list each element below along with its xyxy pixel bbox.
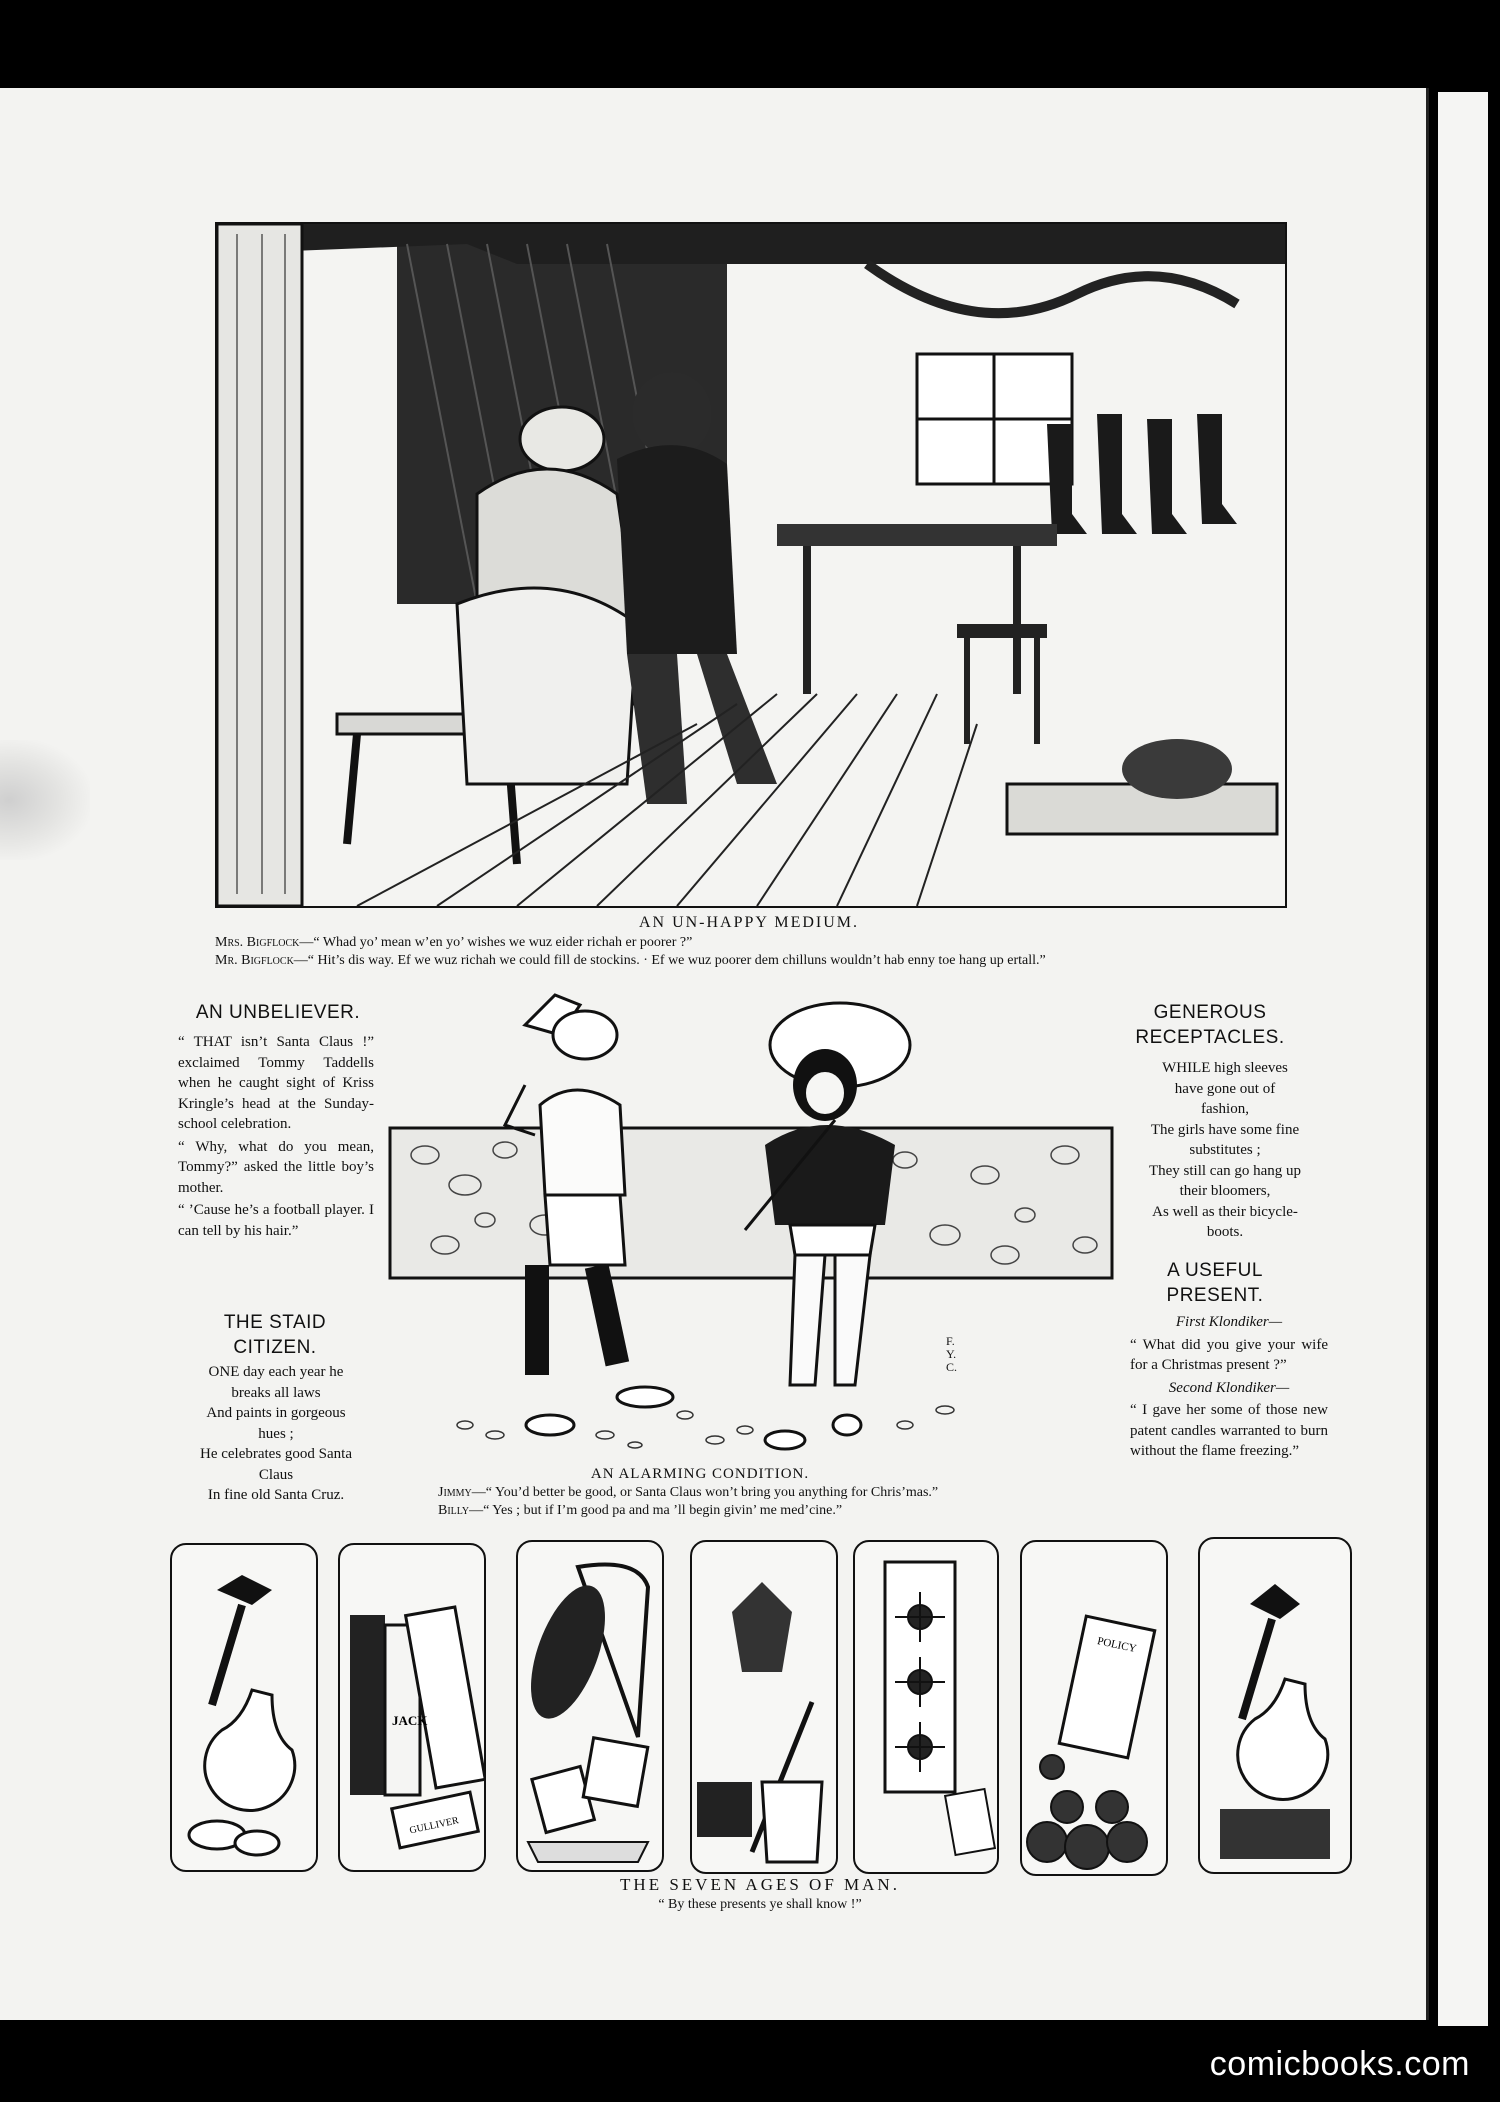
age-panel-2 — [338, 1543, 486, 1872]
dialogue-line: —“ Hit’s dis way. Ef we wuz richah we could fill de stockins. · Ef we wuz poorer dem chilluns wouldn’t hab enny toe hang up ertall.” — [293, 953, 1046, 968]
book-label: JACK — [392, 1713, 428, 1728]
top-cartoon-dialogue — [215, 934, 1395, 970]
storybooks-icon — [340, 1545, 484, 1870]
poem-line: fashion, — [1201, 1101, 1249, 1117]
poem-line: ONE day each year he — [208, 1364, 344, 1380]
age-panel-7 — [1198, 1537, 1352, 1874]
story-paragraph: “ I gave her some of those new patent candles warranted to burn without the flame freezing.” — [1130, 1402, 1328, 1459]
dialogue-line: —“ You’d better be good, or Santa Claus won’t bring you anything for Chris’mas.” — [471, 1485, 939, 1500]
brush-and-letters-icon — [518, 1542, 662, 1870]
age-panel-5 — [853, 1540, 999, 1874]
poem-line: He celebrates good Santa — [199, 1446, 353, 1462]
rattle-and-bottle-icon — [172, 1545, 316, 1870]
seven-ages-subtitle: “ By these presents ye shall know !” — [658, 1897, 862, 1912]
poem-line: The girls have some fine — [1150, 1121, 1300, 1138]
age-panel-4 — [690, 1540, 838, 1874]
children-illustration — [385, 985, 1115, 1465]
cigars-and-cane-icon — [692, 1542, 836, 1872]
age-panel-6 — [1020, 1540, 1168, 1876]
site-watermark: comicbooks.com — [1209, 2045, 1470, 2083]
story-paragraph: “ ’Cause he’s a football player. I can tell by his hair.” — [178, 1202, 374, 1239]
poem-line: their bloomers, — [1179, 1183, 1271, 1199]
book-label: GULLIVER — [408, 1815, 460, 1837]
poem-line: They still can go hang up — [1148, 1162, 1302, 1179]
useful-present-heading: A USEFUL PRESENT. — [1166, 1260, 1264, 1306]
rattle-and-bottle-icon — [1200, 1539, 1350, 1872]
speaker-name: Mrs. Bigflock — [215, 935, 300, 950]
story-paragraph: “ THAT isn’t Santa Claus !” exclaimed Tommy Taddells when he caught sight of Kriss Kringle’s head at the Sunday-school celebration. — [178, 1034, 374, 1132]
dialogue-line: —“ Whad yo’ mean w’en yo’ wishes we wuz eider richah er poorer ?” — [299, 935, 693, 950]
age-panel-3 — [516, 1540, 664, 1872]
poem-line: hues ; — [258, 1425, 294, 1442]
receptacles-poem — [1125, 1058, 1325, 1243]
poem-line: And paints in gorgeous — [206, 1405, 346, 1421]
unbeliever-story — [178, 1032, 374, 1243]
document-label: POLICY — [1096, 1635, 1138, 1656]
poem-line: WHILE high sleeves — [1162, 1060, 1288, 1076]
poem-line: Claus — [258, 1466, 294, 1483]
page-stain — [0, 740, 90, 860]
poem-line: substitutes ; — [1189, 1142, 1261, 1158]
pension-papers-icon — [1022, 1542, 1166, 1874]
jewelry-icon — [855, 1542, 997, 1872]
poem-line: As well as their bicycle- — [1152, 1203, 1298, 1220]
center-cartoon-dialogue — [438, 1484, 1118, 1520]
poem-line: have gone out of — [1174, 1080, 1276, 1097]
generous-receptacles-heading: GENEROUS RECEPTACLES. — [1135, 1002, 1285, 1048]
staid-citizen-heading: THE STAID CITIZEN. — [223, 1312, 327, 1358]
speaker-name: Jimmy — [438, 1485, 472, 1500]
poem-line: In fine old Santa Cruz. — [207, 1487, 345, 1503]
useful-present-story — [1130, 1312, 1328, 1464]
cabin-interior-illustration — [215, 222, 1287, 908]
unbeliever-heading: AN UNBELIEVER. — [195, 1002, 361, 1023]
dialogue-line: —“ Yes ; but if I’m good pa and ma ’ll begin givin’ me med’cine.” — [469, 1503, 843, 1518]
poem-line: breaks all laws — [231, 1384, 321, 1401]
speaker-name: First Klondiker— — [1175, 1314, 1283, 1330]
age-panel-1 — [170, 1543, 318, 1872]
speaker-name: Billy — [438, 1503, 470, 1518]
speaker-name: Mr. Bigflock — [215, 953, 294, 968]
speaker-name: Second Klondiker— — [1168, 1379, 1290, 1396]
staid-citizen-poem — [178, 1362, 374, 1506]
artist-signature: F.Y.C. — [946, 1334, 958, 1374]
poem-line: boots. — [1206, 1224, 1244, 1240]
story-paragraph: “ What did you give your wife for a Christmas present ?” — [1130, 1336, 1328, 1373]
facing-page-edge — [1438, 92, 1488, 2026]
story-paragraph: “ Why, what do you mean, Tommy?” asked the little boy’s mother. — [178, 1138, 374, 1196]
top-cartoon-title: AN UN-HAPPY MEDIUM. — [638, 914, 860, 931]
seven-ages-title: THE SEVEN AGES OF MAN. — [620, 1875, 900, 1894]
center-cartoon-title: AN ALARMING CONDITION. — [590, 1466, 810, 1482]
